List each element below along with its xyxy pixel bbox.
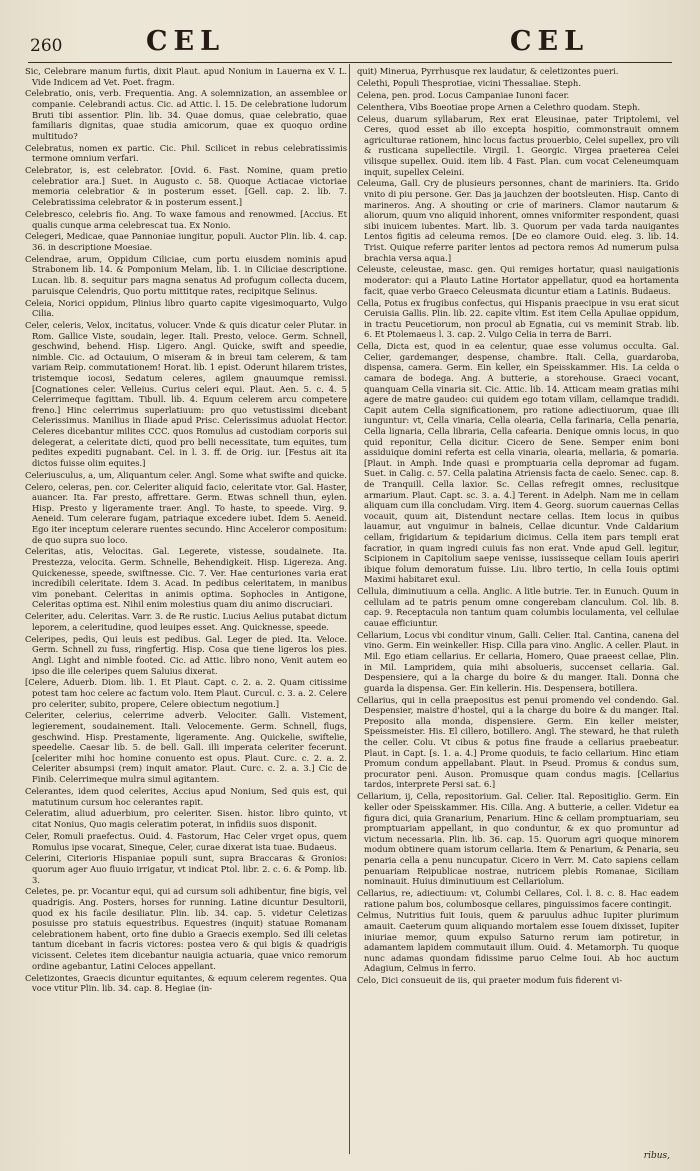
page-header <box>28 22 672 63</box>
dictionary-entry: Celeritas, atis, Velocitas. Gal. Legerete, vistesse, soudainete. Ita. Prestezza, velocita. Germ. Schnelle, Behendigkeit. Hisp. Ligereza. Ang. Quickenesse, speede, swiftnesse. Cic. 7. Ver. Hae centuriones varia erat incredibili celeritate. Idem 3. Acad. In pedibus celeritatem, in manibus vim ponebant. Celeritas in animis optima. Sophocles in Antigone, Celeritas optima est. Nihil enim molestius quam diu animo discruciari. <box>25 546 347 610</box>
dictionary-entry: Celeia, Norici oppidum, Plinius libro quarto capite vigesimoquarto, Vulgo Cilia. <box>25 297 347 319</box>
dictionary-entry: Sic, Celebrare manum furtis, dixit Plaut. apud Nonium in Lauerna ex V. L. Vide Indicem ad Vet. Poet. fragm. <box>25 66 347 87</box>
dictionary-entry: Cellarium, ij, Cella, repositorium. Gal. Celier. Ital. Repositiglio. Germ. Ein keller oder Speisskammer. His. Cilla. Ang. A butterie, a celler. Videtur ea figura dici, quia Granarium, Penarium. Hinc & cellam promptuariam, seu promptuariam appellant, in quo conduntur, & ex quo promuntur ad victum necessaria. Plin. lib. 36. cap. 15. Quorum agri quoque minorem modum obtinere quam istorum cellaria. Item & Penarium, & Penaria, seu penaria cella a penu nuncupatur. Cicero in Verr. M. Cato sapiens cellam penuariam Reipublicae nostrae, nutricem plebis Romanae, Siciliam nominauit. Huius diminutiuum est Cellariolum. <box>357 791 679 887</box>
column-divider <box>349 64 350 1154</box>
dictionary-entry: Celeriusculus, a, um, Aliquantum celer. Angl. Some what swifte and quicke. <box>25 469 347 480</box>
dictionary-entry: Celendrae, arum, Oppidum Ciliciae, cum portu eiusdem nominis apud Strabonem lib. 14. & Pomponium Melam, lib. 1. in Ciliciae descriptione. Lucan. lib. 8. sequitur pars magna senatus Ad profugum collecta ducem, paruisque Celendris, Quo portu mittitque rates, recipitque Selinus. <box>25 253 347 296</box>
dictionary-entry: Celenthera, Vibs Boeotiae prope Arnen a Celethro quodam. Steph. <box>357 101 641 112</box>
dictionary-entry: Celetes, pe. pr. Vocantur equi, qui ad cursum soli adhibentur, fine bigis, vel quadrigis. Ang. Posters, horses for running. Latine dicuntur Desultorii, quod ex his facile desiliatur. Plin. lib. 34. cap. 5. videtur Celetizas posuisse pro statuis equestribus. Equestres (inquit) statuae Romanam celebrationem habent, orto fine dubio a Graecis exemplo. Sed illi celetas tantum dicebant in facris victores: postea vero & qui bigis & quadrigis vicissent. Celetes item dicebantur nauigia actuaria, quae vnico remorum ordine agebantur, Latini Celoces appellant. <box>25 886 347 971</box>
dictionary-entry: Celer, Romuli praefectus. Ouid. 4. Fastorum, Hac Celer vrget opus, quem Romulus ipse vocarat, Sineque, Celer, curae dixerat ista tuae. Budaeus. <box>25 830 347 852</box>
dictionary-entry: Celer, celeris, Velox, incitatus, volucer. Vnde & quis dicatur celer Plutar. in Rom. Gallice Viste, soudain, leger. Itali. Presto, veloce. Germ. Schnell, geschwind, behend. Hisp. Ligero. Angl. Quicke, swift and speedie, nimble. Cic. ad Octauium, O miseram & in breui tam celerem, & tam variam Reip. commutationem! Horat. lib. 1 epist. Oderunt hilarem tristes, tristemque iocosi, Sedatum celeres, agilem gnauumque remissi. [Cognationes celer. Velleius. Curius celeri equi. Plaut. Aen. 5. c. 4. 5 Celerrimeque fagittam. Tibull. lib. 4. Equum celerem arcu competere freno.] Hinc celerrimus superlatiuum: pro quo vetustissimi dicebant Celerissimus. Manilius in Iliade apud Prisc. Celerissimus aduolat Hector. Celeres dicebantur milites CCC. quos Romulus ad custodiam corporis sui delegerat, a celeritate dicti, quod pro belli necessitate, tum equites, tum pedites expediti pugnabant. Cel. in l. 3. ff. de Orig. iur. [Festus ait ita dictos fuisse olim equites.] <box>25 320 347 468</box>
dictionary-entry: Celerini, Citerioris Hispaniae populi sunt, supra Braccaras & Gronios: quorum ager Auo fluuio irrigatur, vt indicat Ptol. libr. 2. c. 6. & Pomp. lib. 3. <box>25 853 347 885</box>
dictionary-entry: Celena, pen. prod. Locus Campaniae Iunoni facer. <box>357 89 570 100</box>
running-head-right: CEL <box>510 26 590 57</box>
running-head-left: CEL <box>146 26 226 57</box>
dictionary-entry: Cellula, diminutiuum a cella. Anglic. A litle butrie. Ter. in Eunuch. Quum in cellulam ad te patris penum omne congerebam clanculum. Col. lib. 8. cap. 9. Receptacula non tantum quam columbis loculamenta, vel cellulae cauae efficiuntur. <box>357 586 679 628</box>
dictionary-entry: Celebresco, celebris fio. Ang. To waxe famous and renowmed. [Accius. Et qualis cunque arma celebrescat tua. Ex Nonio. <box>25 208 347 230</box>
dictionary-entry: Celeriter, adu. Celeritas. Varr. 3. de Re rustic. Lucius Aelius putabat dictum leporem, a celeritudine, quod leuipes esset. Ang. Quicknesse, speede. <box>25 611 347 632</box>
dictionary-entry: Celero, celeras, pen. cor. Celeriter aliquid facio, celeritate vtor. Gal. Haster, auancer. Ita. Far presto, affrettare. Germ. Etwas schnell thun, eylen. Hisp. Presto y ligeramente traer. Angl. To haste, to speede. Virg. 9. Aeneid. Tum celerare fugam, patriaque excedere iubet. Idem 5. Aeneid. Ego iter inceptum celerare ruentes secundo. Hinc Acceleror compositum: de quo supra suo loco. <box>25 481 347 545</box>
left-column <box>25 66 347 1166</box>
right-column <box>357 66 679 1166</box>
dictionary-entry: Cella, Potus ex frugibus confectus, qui Hispanis praecipue in vsu erat sicut Ceruisia Gallis. Plin. lib. 22. capite vltim. Est item Cella Apuliae oppidum, in tractu Peucetiorum, non procul ab Egnatia, cui vs meminit Strab. lib. 6. Et Ptolemaeus l. 3. cap. 2. Vulgo Celia in terra de Barri. <box>357 297 679 340</box>
dictionary-entry: [Celere, Aduerb. Diom. lib. 1. Et Plaut. Capt. c. 2. a. 2. Quam citissime potest tam hoc celere ac factum volo. Item Plaut. Curcul. c. 3. a. 2. Celere pro celeriter, subito, propere, Celere obiectum negotium.] <box>25 677 347 709</box>
dictionary-entry: Celeuma, Gall. Cry de plusieurs personnes, chant de mariniers. Ita. Grido vnito di piu persone. Ger. Das ja jauchzen der bootsleuten. Hisp. Canto di marineros. Ang. A shouting or crie of mariners. Clamor nautarum & aliorum, quum vno aliquid inhorent, omnes vniformiter respondent, quasi sibi inuicem iubentes. Mart. lib. 3. Quorum per vada tarda nauigantes Lentos figitis ad celeuma remos. [De eo clamore Ouid. eleg. 3. lib. 14. Trist. Quique referre pariter lentos ad pectora remos Ad numerum pulsa brachia versa aqua.] <box>357 178 679 263</box>
dictionary-entry: Celetizontes, Graecis dicuntur equitantes, & equum celerem regentes. Qua voce vtitur Plin. lib. 34. cap. 8. Hegiae (in- <box>25 972 347 994</box>
dictionary-entry: Celebratus, nomen ex partic. Cic. Phil. Scilicet in rebus celebratissimis termone omnium verfari. <box>25 142 347 164</box>
dictionary-entry: Celeuste, celeustae, masc. gen. Qui remiges hortatur, quasi nauigationis moderator: qui a Plauto Latine Hortator appellatur, quod ea hortamenta facit, quae verbo Graeco Celeusmata dicuntur etiam a Latinis. Budaeus. <box>357 264 679 296</box>
dictionary-entry: Cella, Dicta est, quod in ea celentur, quae esse volumus occulta. Gal. Celier, gardemanger, despense, chambre. Itali. Cella, guardaroba, dispensa, camera. Germ. Ein keller, ein Speisskammer. His. La celda o camara de bodega. Ang. A butterie, a storehouse. Graeci vocant, quanquam Cella vinaria sit. Cic. Attic. lib. 14. Atticam meam gratias mihi agere de matre gaudeo: cui quidem ego totam villam, cellamque tradidi. Capit autem Cella significationem, pro ratione adiectiuorum, quae illi iunguntur: vt, Cella vinaria, Cella olearia, Cella farinaria, Cella penaria, Cella lignaria, Cella libraria, Cella cafearia. Denique omnis locus, in quo quid reponitur, Cella dicitur. Cicero de Sene. Semper enim boni assiduique domini referta est cella vinaria, olearia, mellaria, & pomaria. [Plaut. in Amph. Inde quasi e promptuaria cella depromar ad fugam. Suet. in Calig. c. 57. Cella palatina Atriensis facta de caelo. Senec. cap. 8. de Tranquill. Cella laxior. Sc. Cellas refregit omnes, reclusitque armarium. Plaut. Capt. sc. 3. a. 4.] Terent. in Adelph. Nam me in cellam aliquam cum illa concludam. Virg. item 4. Georg. suorum cauernas Cellas vocauit, quum ait, Distendunt nectare cellas. Item locus in quibus lauamur, aut vnguimur in balneis, Cellae dicuntur. Vnde Caldarium cellam, frigidarium & tepidarium dicimus. Cella item pars templi erat facratior, in quam ingredi cuiuis fas non erat. Vnde apud Gell. legitur, Scipionem in Capitolium saepe venisse, iussisseque cellam Iouis aperiri ibique folum demoratum fuisse. Liu. libro tertio, In cella Iouis optimi Maximi habitaret exul. <box>357 341 679 585</box>
dictionary-entry: Celethi, Populi Thesprotiae, vicini Thessaliae. Steph. <box>357 77 581 88</box>
dictionary-entry: Celeriter, celerius, celerrime adverb. Velociter. Galli. Vistement, legierement, soudainement. Itali. Velocemente. Germ. Schnell, flugs, geschwind. Hisp. Prestamente, ligeramente. Ang. Quickelie, swiftelie, speedelie. Caesar lib. 5. de bell. Gall. illi imperata celeriter fecerunt. [celeriter mihi hoc homine conuento est opus. Plaut. Curc. c. 2. a. 2. Celeriter absumpsi (rem) inquit amator. Plaut. Curc. c. 2. a. 3.] Cic de Finib. Celerrimeque mulra simul agitantem. <box>25 710 347 785</box>
dictionary-entry: Celeripes, pedis, Qui leuis est pedibus. Gal. Leger de pied. Ita. Veloce. Germ. Schnell zu fuss, ringfertig. Hisp. Cosa que tiene ligeros los pies. Angl. Light and nimble footed. Cic. ad Attic. libro nono, Venit autem eo ipso die ille celeripes quem Saluius dixerat. <box>25 633 347 676</box>
dictionary-entry: Celeratim, aliud aduerbium, pro celeriter. Sisen. histor. libro quinto, vt citat Nonius, Quo magis celeratim poterat, in infidiis suos disponit. <box>25 808 347 830</box>
dictionary-entry: Celeus, duarum syllabarum, Rex erat Eleusinae, pater Triptolemi, vel Ceres, quod esset ab illo excepta hospitio, commonstrauit omnem agriculturae rationem, hinc locus factus prouerbio, Celei supellex, pro vili & rusticana supellectile. Virgil. 1. Georgic. Virgea praeterea Celei vilisque supellex. Ouid. item lib. 4 Fast. Plan. cum vocat Celeneumquam inquit, supellex Celeini. <box>357 113 679 177</box>
dictionary-entry: Celo, Dici consueuit de iis, qui praeter modum fuis fiderent vi- <box>357 975 623 986</box>
dictionary-entry: Celerantes, idem quod celerites, Accius apud Nonium, Sed quis est, qui matutinum cursum hoc celerantes rapit. <box>25 785 347 807</box>
dictionary-entry: Cellarius, qui in cella praepositus est penui promendo vel condendo. Gal. Despensier, maistre d'hostel, qui a la charge du boire & du manger. Ital. Preposito alla monda, dispensiere. Germ. Ein keller meister, Speissmeister. His. El cillero, botillero. Angl. The steward, he that ruleth the celler. Colu. Vt cibus & potus fine fraude a cellarius praebeatur. Plaut. in Capt. [s. 1. a. 4.] Prome quoduis, te facio cellarium. Hinc etiam Promum condum appellabant. Plaut. in Pseud. Promus & condus sum, procurator peni. Auson. Promusque quam condus magis. [Cellarius tardos, interprete Persi sat. 6.] <box>357 694 679 790</box>
dictionary-entry: quit) Minerua, Pyrrhusque rex laudatur, & celetizontes pueri. <box>357 66 619 76</box>
dictionary-entry: Celebrator, is, est celebrator. [Ovid. 6. Fast. Nomine, quam pretio celebratior ara.] Suet. in Augusto c. 58. Quoque Actiacae victoriae memoria celebratior & in posterum esset. [Gell. cap. 2. lib. 7. Celebratissima celebrator & in posterum essent.] <box>25 165 347 208</box>
dictionary-entry: Celebratio, onis, verb. Frequentia. Ang. A solemnization, an assemblee or companie. Celebrandi actus. Cic. ad Attic. l. 15. De celebratione ludorum Bruti tibi assentior. Plin. lib. 34. Quae domus, quae celebratio, quae familiaris dignitas, quae studia amicorum, quae ex quoquo ordine multitudo? <box>25 88 347 141</box>
dictionary-entry: Celmus, Nutritius fuit Iouis, quem & paruulus adhuc Iupiter plurimum amauit. Caeterum quum aliquando mortalem esse Iouem dixisset, Iupiter iniuriae memor, quum expulso Saturno rerum iam potiretur, in adamantem lapidem commutauit illum. Ouid. 4. Metamorph. Tu quoque nunc adamas quondam fidissime paruo Celme Ioui. Ab hoc auctum Adagium, Celmus in ferro. <box>357 910 679 974</box>
dictionary-entry: Cellarius, re, adiectiuum: vt, Columbi Cellares, Col. l. 8. c. 8. Hac eadem ratione palum bos, columbosque cellares, pinguissimos facere contingit. <box>357 887 679 909</box>
catchword: ribus, <box>643 1151 670 1161</box>
page-number: 260 <box>30 36 63 56</box>
dictionary-entry: Celegeri, Medicae, quae Pannoniae iungitur, populi. Auctor Plin. lib. 4. cap. 36. in descriptione Moesiae. <box>25 231 347 252</box>
dictionary-entry: Cellarium, Locus vbi conditur vinum, Galli. Celier. Ital. Cantina, canena del vino. Germ. Ein weinkeller. Hisp. Cilla para vino. Anglic. A celler. Plaut. in Mil. Ego etiam cellarius. Er cellaria, Homero, Quae praeest cellae, Plin. in Mil. Lampridem, quia mihi absolueris, succenset cellaria. Gal. Despensiere, qui a la charge du boire & du manger. Itali. Donna che guarda la dispensa. Ger. Ein kellerin. His. Despensera, botillera. <box>357 629 679 693</box>
